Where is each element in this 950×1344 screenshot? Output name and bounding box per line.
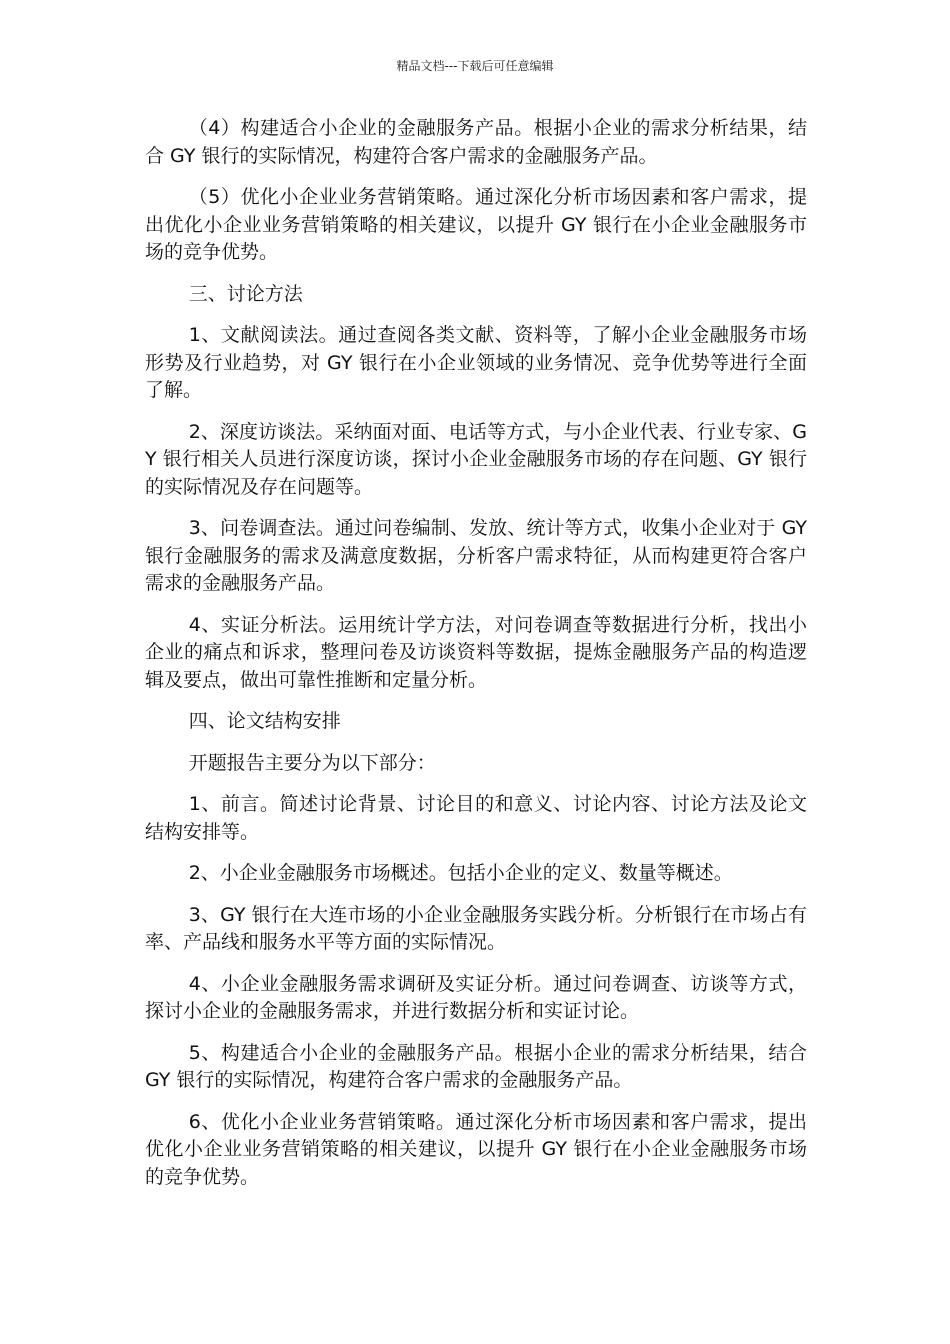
document-body — [145, 115, 807, 1205]
paragraph-structure-intro: 开题报告主要分为以下部分： — [188, 751, 436, 774]
paragraph-method-1: 1、文献阅读法。通过查阅各类文献、资料等，了解小企业金融服务市场形势及行业趋势，对 GY 银行在小企业领域的业务情况、竞争优势等进行全面了解。 — [145, 324, 807, 401]
section-heading-structure: 四、论文结构安排 — [188, 710, 341, 732]
paragraph-structure-2: 2、小企业金融服务市场概述。包括小企业的定义、数量等概述。 — [188, 862, 733, 884]
page-header: 精品文档---下载后可任意编辑 — [396, 59, 554, 73]
paragraph-structure-4: 4、小企业金融服务需求调研及实证分析。通过问卷调查、访谈等方式，探讨小企业的金融服务需求，并进行数据分析和实证讨论。 — [145, 972, 807, 1022]
paragraph-structure-1: 1、前言。简述讨论背景、讨论目的和意义、讨论内容、讨论方法及论文结构安排等。 — [145, 793, 807, 843]
paragraph-structure-6: 6、优化小企业业务营销策略。通过深化分析市场因素和客户需求，提出优化小企业业务营销策略的相关建议，以提升 GY 银行在小企业金融服务市场的竞争优势。 — [145, 1110, 807, 1188]
paragraph-method-2: 2、深度访谈法。采纳面对面、电话等方式，与小企业代表、行业专家、GY 银行相关人员进行深度访谈，探讨小企业金融服务市场的存在问题、GY 银行的实际情况及存在问题等。 — [145, 420, 807, 498]
paragraph-structure-3: 3、GY 银行在大连市场的小企业金融服务实践分析。分析银行在市场占有率、产品线和服务水平等方面的实际情况。 — [145, 903, 807, 953]
paragraph-item-5: （5）优化小企业业务营销策略。通过深化分析市场因素和客户需求，提出优化小企业业务营销策略的相关建议，以提升 GY 银行在小企业金融服务市场的竞争优势。 — [145, 186, 807, 263]
paragraph-method-4: 4、实证分析法。运用统计学方法，对问卷调查等数据进行分析，找出小企业的痛点和诉求，整理问卷及访谈资料等数据，提炼金融服务产品的构造逻辑及要点，做出可靠性推断和定量分析。 — [145, 613, 807, 691]
paragraph-method-3: 3、问卷调查法。通过问卷编制、发放、统计等方式，收集小企业对于 GY 银行金融服务的需求及满意度数据，分析客户需求特征，从而构建更符合客户需求的金融服务产品。 — [145, 517, 807, 594]
paragraph-item-4: （4）构建适合小企业的金融服务产品。根据小企业的需求分析结果，结合 GY 银行的实际情况，构建符合客户需求的金融服务产品。 — [145, 117, 807, 167]
paragraph-structure-5: 5、构建适合小企业的金融服务产品。根据小企业的需求分析结果，结合 GY 银行的实际情况，构建符合客户需求的金融服务产品。 — [145, 1041, 807, 1091]
section-heading-methods: 三、讨论方法 — [188, 282, 303, 305]
